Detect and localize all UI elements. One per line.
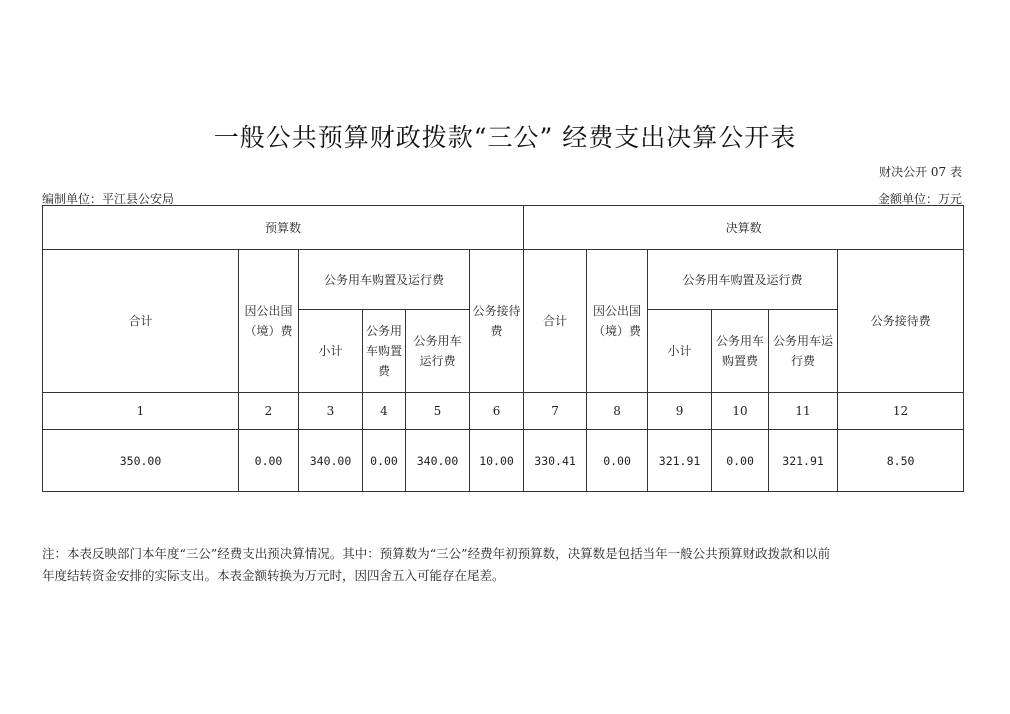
index-cell: 12 — [838, 393, 964, 430]
final-car-group-header: 公务用车购置及运行费 — [648, 250, 838, 310]
index-cell: 1 — [43, 393, 239, 430]
index-cell: 2 — [239, 393, 299, 430]
currency-unit-label: 金额单位：万元 — [877, 192, 962, 206]
index-cell: 10 — [712, 393, 769, 430]
index-cell: 5 — [406, 393, 470, 430]
final-reception-header: 公务接待费 — [838, 250, 964, 393]
budget-car-purchase-header: 公务用车购置费 — [363, 310, 406, 393]
value-cell: 350.00 — [43, 430, 239, 492]
index-cell: 8 — [587, 393, 648, 430]
final-car-operation-header: 公务用车运行费 — [769, 310, 838, 393]
data-row — [43, 430, 964, 492]
expenditure-table — [42, 205, 964, 492]
final-car-purchase-header: 公务用车购置费 — [712, 310, 769, 393]
budget-reception-header: 公务接待费 — [470, 250, 524, 393]
page-title: 一般公共预算财政拨款“三公” 经费支出决算公开表 — [213, 123, 797, 152]
budget-subtotal-header: 小计 — [299, 310, 363, 393]
value-cell: 0.00 — [712, 430, 769, 492]
value-cell: 0.00 — [363, 430, 406, 492]
value-cell: 321.91 — [769, 430, 838, 492]
value-cell: 10.00 — [470, 430, 524, 492]
index-cell: 4 — [363, 393, 406, 430]
final-subtotal-header: 小计 — [648, 310, 712, 393]
index-cell: 11 — [769, 393, 838, 430]
index-cell: 3 — [299, 393, 363, 430]
value-cell: 8.50 — [838, 430, 964, 492]
final-header: 决算数 — [524, 206, 964, 250]
index-row — [43, 393, 964, 430]
form-code: 财决公开 07 表 — [879, 165, 962, 179]
value-cell: 330.41 — [524, 430, 587, 492]
index-cell: 9 — [648, 393, 712, 430]
footnote: 注：本表反映部门本年度“三公”经费支出预决算情况。其中：预算数为“三公”经费年初预算数，决算数是包括当年一般公共预算财政拨款和以前年度结转资金安排的实际支出。本表金额转换为万元时，因四舍五入可能存在尾差。 — [42, 546, 831, 583]
index-cell: 6 — [470, 393, 524, 430]
value-cell: 0.00 — [239, 430, 299, 492]
value-cell: 340.00 — [299, 430, 363, 492]
organization-label: 编制单位：平江县公安局 — [42, 192, 175, 206]
budget-total-header: 合计 — [43, 250, 239, 393]
final-abroad-header: 因公出国（境）费 — [587, 250, 648, 393]
budget-header: 预算数 — [43, 206, 524, 250]
budget-car-group-header: 公务用车购置及运行费 — [299, 250, 470, 310]
index-cell: 7 — [524, 393, 587, 430]
final-total-header: 合计 — [524, 250, 587, 393]
value-cell: 340.00 — [406, 430, 470, 492]
value-cell: 0.00 — [587, 430, 648, 492]
budget-abroad-header: 因公出国（境）费 — [239, 250, 299, 393]
budget-car-operation-header: 公务用车运行费 — [406, 310, 470, 393]
value-cell: 321.91 — [648, 430, 712, 492]
